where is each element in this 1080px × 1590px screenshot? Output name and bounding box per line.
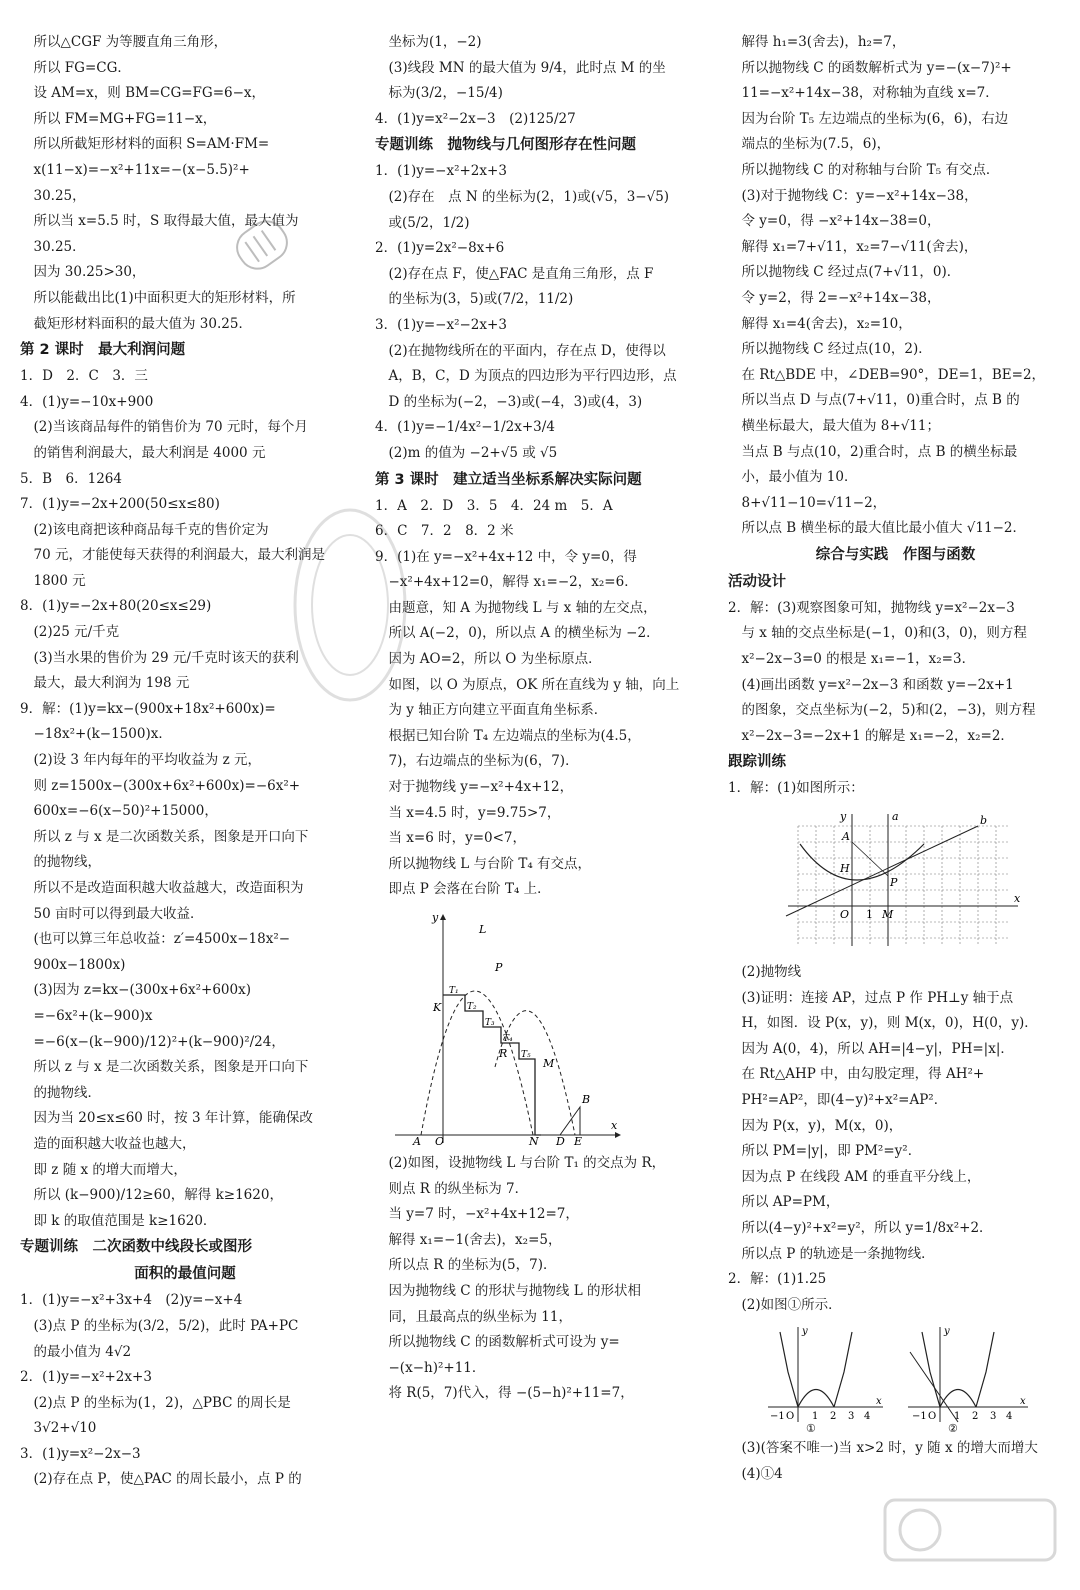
answer-line: 所以 FM=MG+FG=11−x， <box>20 110 217 127</box>
answer-line: 端点的坐标为(7.5，6)， <box>728 136 891 153</box>
answer-line: 5．B 6．1264 <box>20 470 122 487</box>
answer-line: 在 Rt△AHP 中，由勾股定理，得 AH²+ <box>728 1066 985 1083</box>
answer-line: 1．A 2．D 3．5 4．24 m 5．A <box>375 497 613 514</box>
answer-line: 解得 x₁=−1(舍去)，x₂=5， <box>375 1231 562 1248</box>
fig-label: 3 <box>848 1411 855 1423</box>
answer-line: 1．(1)y=−x²+2x+3 <box>375 163 507 180</box>
fig-label: M <box>543 1057 555 1070</box>
answer-line: 1．(1)y=−x²+3x+4 (2)y=−x+4 <box>20 1292 243 1309</box>
fig-label: x <box>1014 892 1021 906</box>
section-heading: 专题训练 抛物线与几何图形存在性问题 <box>375 137 636 154</box>
stamp-logo <box>222 205 302 289</box>
answer-line: 如图，以 O 为原点，OK 所在直线为 y 轴，向上 <box>375 676 680 693</box>
fig-label: 1 <box>866 908 873 922</box>
answer-line: 70 元，才能使每天获得的利润最大，最大利润是 <box>20 547 325 564</box>
answer-line: (3)点 P 的坐标为(3/2，5/2)，此时 PA+PC <box>20 1317 299 1334</box>
answer-line: x²−2x−3=0 的根是 x₁=−1，x₂=3． <box>728 651 976 668</box>
answer-line: 最大，最大利润为 198 元 <box>20 675 190 692</box>
grid-parabola-svg <box>778 806 1028 956</box>
answer-line: (3)对于抛物线 C：y=−x²+14x−38， <box>728 187 978 204</box>
site-logo <box>880 1490 1060 1574</box>
fig-label: y <box>944 1326 950 1338</box>
answer-line: (2)存在点 F，使△FAC 是直角三角形，点 F <box>375 265 654 282</box>
answer-line: 所以抛物线 C 经过点(10，2)． <box>728 341 932 358</box>
column-3-part-c <box>728 1436 1063 1487</box>
section-heading: 第 3 课时 建立适当坐标系解决实际问题 <box>375 471 642 488</box>
fig-label: P <box>890 876 898 890</box>
answer-line: 3．(1)y=−x²−2x+3 <box>375 316 507 333</box>
answer-line: 小，最小值为 10． <box>728 469 858 486</box>
answer-line: 因为 P(x，y)，M(x，0)， <box>728 1117 903 1134</box>
answer-line: 所以 A(−2，0)，所以点 A 的横坐标为 −2． <box>375 625 660 642</box>
fig-label: A <box>413 1135 421 1147</box>
answer-line: (2)m 的值为 −2+√5 或 √5 <box>375 444 558 461</box>
fig-label: P <box>495 961 503 974</box>
column-2-part-a <box>375 30 710 903</box>
section-heading: 综合与实践 作图与函数 <box>815 546 976 563</box>
fig-label: T₁ <box>449 986 459 996</box>
answer-line: 8．(1)y=−2x+80(20≤x≤29) <box>20 598 212 615</box>
fig-label: y <box>432 911 439 924</box>
answer-line: (2)如图，设抛物线 L 与台阶 T₁ 的交点为 R， <box>375 1155 666 1171</box>
answer-line: 所以抛物线 L 与台阶 T₄ 有交点， <box>375 855 592 872</box>
answer-line: −(x−h)²+11． <box>375 1359 486 1376</box>
answer-line: 所以点 B 横坐标的最大值比最小值大 √11−2． <box>728 520 1026 537</box>
answer-line: (3)当水果的售价为 29 元/千克时该天的获利 <box>20 649 299 666</box>
answer-line: 1．解：(1)如图所示： <box>728 780 864 797</box>
answer-line: (2)存在点 P，使△PAC 的周长最小，点 P 的 <box>20 1471 302 1488</box>
fig-label: R <box>499 1047 508 1060</box>
fig-label: B <box>582 1093 591 1106</box>
answer-line: 所以当 x=5.5 时，S 取得最大值，最大值为 <box>20 213 299 230</box>
fig-label: L <box>479 923 487 936</box>
answer-line: 所以当点 D 与点(7+√11，0)重合时，点 B 的 <box>728 392 1020 409</box>
fig-label: O <box>786 1411 795 1423</box>
answer-line: 7．(1)y=−2x+200(50≤x≤80) <box>20 496 220 513</box>
answer-line: 1．D 2．C 3．三 <box>20 368 148 385</box>
answer-line: 所以 (k−900)/12≥60，解得 k≥1620， <box>20 1187 283 1204</box>
answer-line: (2)抛物线 <box>728 964 802 981</box>
answer-line: 所以 FG=CG． <box>20 59 131 76</box>
answer-line: 因为 A(0，4)，所以 AH=|4−y|，PH=|x|． <box>728 1040 1014 1057</box>
fig-label: O <box>928 1411 937 1423</box>
answer-line: 600x=−6(x−50)²+15000， <box>20 803 218 820</box>
answer-line: 所以不是改造面积越大收益越大，改造面积为 <box>20 880 304 896</box>
answer-line: 因为点 P 在线段 AM 的垂直平分线上， <box>728 1168 981 1185</box>
answer-line: 所以(4−y)²+x²=y²，所以 y=1/8x²+2． <box>728 1219 993 1236</box>
column-3-part-a <box>728 30 1063 802</box>
fig-label: ① <box>806 1422 816 1433</box>
answer-line: 即 z 随 x 的增大而增大， <box>20 1161 187 1178</box>
answer-line: (4)①4 <box>728 1465 783 1482</box>
answer-line: 所以所截矩形材料的面积 S=AM·FM= <box>20 136 270 153</box>
answer-line: (2)存在 点 N 的坐标为(2，1)或(√5，3−√5) <box>375 188 670 205</box>
fig-label: D <box>556 1135 565 1147</box>
answer-line: (3)证明：连接 AP，过点 P 作 PH⊥y 轴于点 <box>728 989 1014 1006</box>
column-2-part-b <box>375 1151 710 1407</box>
answer-line: 30.25， <box>20 187 86 204</box>
fig-label: ② <box>948 1422 958 1433</box>
answer-line: 的图象，交点坐标为(−2，5)和(2，−3)，则方程 <box>728 702 1036 719</box>
answer-line: 同，且最高点的纵坐标为 11， <box>375 1308 572 1325</box>
fig-label: 4 <box>864 1411 871 1423</box>
answer-line: 3√2+√10 <box>20 1420 97 1437</box>
answer-line: 所以△CGF 为等腰直角三角形， <box>20 34 228 50</box>
fig-label: −1 <box>912 1411 927 1423</box>
fig-label: a <box>892 810 899 824</box>
answer-line: 所以 z 与 x 是二次函数关系，图象是开口向下 <box>20 1059 309 1076</box>
answer-line: 8+√11−10=√11−2， <box>728 494 887 511</box>
answer-line: 因为 AO=2，所以 O 为坐标原点． <box>375 651 602 668</box>
fig-label: O <box>435 1135 445 1147</box>
answer-line: 所以点 P 的轨迹是一条抛物线． <box>728 1245 935 1262</box>
fig-label: 2 <box>830 1411 837 1423</box>
answer-line: 的抛物线， <box>20 854 101 871</box>
answer-line: 当 x=4.5 时，y=9.75>7， <box>375 804 561 821</box>
answer-line: (2)设 3 年内每年的平均收益为 z 元， <box>20 752 261 769</box>
answer-line: 设 AM=x，则 BM=CG=FG=6−x， <box>20 85 266 102</box>
answer-line: 或(5/2，1/2) <box>375 214 470 231</box>
answer-line: −18x²+(k−1500)x． <box>20 726 172 743</box>
fig-label: y <box>802 1326 808 1338</box>
answer-line: −x²+4x+12=0，解得 x₁=−2，x₂=6． <box>375 574 638 591</box>
answer-line: 6．C 7．2 8．2 米 <box>375 523 514 540</box>
answer-line: 2．(1)y=−x²+2x+3 <box>20 1369 152 1386</box>
stairs-parabola-svg <box>375 907 625 1147</box>
fig-label: −1 <box>770 1411 785 1423</box>
answer-line: 的坐标为(3，5)或(7/2，11/2) <box>375 291 574 308</box>
answer-line: 造的面积越大收益也越大， <box>20 1135 196 1152</box>
answer-line: 所以 PM=|y|，即 PM²=y²． <box>728 1143 922 1160</box>
answer-column-3 <box>728 30 1063 1488</box>
answer-line: 因为抛物线 C 的形状与抛物线 L 的形状相 <box>375 1282 641 1299</box>
answer-line: (也可以算三年总收益：z′=4500x−18x²− <box>20 931 291 948</box>
answer-line: 标为(3/2，−15/4) <box>375 85 503 102</box>
answer-line: 所以能截出比(1)中面积更大的矩形材料，所 <box>20 289 296 306</box>
fig-label: x <box>1020 1396 1026 1408</box>
fig-label: H <box>840 862 850 876</box>
column-3-part-b <box>728 960 1063 1318</box>
answer-line: 则点 R 的纵坐标为 7． <box>375 1180 529 1197</box>
answer-line: 解得 x₁=7+√11，x₂=7−√11(舍去)， <box>728 238 978 255</box>
answer-line: 因为当 20≤x≤60 时，按 3 年计算，能确保改 <box>20 1110 313 1127</box>
fig-label: 1 <box>954 1411 961 1423</box>
answer-line: 即点 P 会落在台阶 T₄ 上． <box>375 881 551 898</box>
section-heading: 专题训练 二次函数中线段长或图形 <box>20 1239 252 1256</box>
fig-label: M <box>882 908 894 922</box>
section-heading: 第 2 课时 最大利润问题 <box>20 342 186 359</box>
answer-line: 7)，右边端点的坐标为(6，7)． <box>375 753 579 770</box>
answer-line: 所以点 R 的坐标为(5，7)． <box>375 1257 557 1274</box>
answer-line: 的销售利润最大，最大利润是 4000 元 <box>20 444 266 461</box>
answer-line: 解得 h₁=3(舍去)，h₂=7， <box>728 34 906 50</box>
answer-line: 9．解：(1)y=kx−(900x+18x²+600x)= <box>20 700 276 717</box>
answer-line: 当点 B 与点(10，2)重合时，点 B 的横坐标最 <box>728 443 1018 460</box>
answer-line: 30.25． <box>20 238 86 255</box>
answer-line: 横坐标最大，最大值为 8+√11； <box>728 417 940 434</box>
fig-label: T₅ <box>521 1050 531 1060</box>
answer-column-2 <box>375 30 710 1407</box>
answer-line: 坐标为(1，−2) <box>375 34 482 50</box>
answer-line: (2)当该商品每件的销售价为 70 元时，每个月 <box>20 419 308 436</box>
answer-line: 2．解：(1)1.25 <box>728 1271 827 1288</box>
fig-label: 2 <box>972 1411 979 1423</box>
answer-line: 截矩形材料面积的最大值为 30.25． <box>20 315 252 332</box>
answer-line: 令 y=0，得 −x²+14x−38=0， <box>728 213 941 230</box>
answer-line: (2)该电商把该种商品每千克的售价定为 <box>20 521 269 538</box>
answer-line: 9．(1)在 y=−x²+4x+12 中，令 y=0，得 <box>375 548 637 565</box>
answer-line: 3．(1)y=x²−2x−3 <box>20 1445 141 1462</box>
answer-line: H，如图．设 P(x，y)，则 M(x，0)，H(0，y)． <box>728 1015 1038 1032</box>
answer-line: 50 亩时可以得到最大收益． <box>20 905 204 922</box>
fig-label: O <box>840 908 850 922</box>
fig-label: T₂ <box>467 1002 477 1012</box>
fig-label: A <box>842 830 850 844</box>
fig-label: E <box>574 1135 583 1147</box>
answer-line: 由题意，知 A 为抛物线 L 与 x 轴的左交点， <box>375 599 657 616</box>
answer-line: 因为 30.25>30， <box>20 264 146 281</box>
answer-line: (3)线段 MN 的最大值为 9/4，此时点 M 的坐 <box>375 59 666 76</box>
answer-line: (3)(答案不唯一)当 x>2 时，y 随 x 的增大而增大 <box>728 1440 1038 1457</box>
answer-line: 所以抛物线 C 的对称轴与台阶 T₅ 有交点． <box>728 161 1000 178</box>
answer-line: 即 k 的取值范围是 k≥1620． <box>20 1212 217 1229</box>
fig-label: T₄ <box>503 1034 513 1044</box>
answer-line: 则 z=1500x−(300x+6x²+600x)=−6x²+ <box>20 777 301 794</box>
grid-parabola-figure <box>778 806 1063 956</box>
answer-line: PH²=AP²，即(4−y)²+x²=AP²． <box>728 1092 948 1108</box>
answer-line: 所以抛物线 C 的函数解析式为 y=−(x−7)²+ <box>728 59 1012 76</box>
answer-line: 解得 x₁=4(舍去)，x₂=10， <box>728 315 912 332</box>
answer-line: (2)在抛物线所在的平面内，存在点 D，使得以 <box>375 342 666 359</box>
answer-line: 1800 元 <box>20 572 86 589</box>
answer-line: (2)如图①所示． <box>728 1296 842 1313</box>
answer-line: 2．(1)y=2x²−8x+6 <box>375 240 505 257</box>
answer-line: =−6(x−(k−900)/12)²+(k−900)²/24， <box>20 1033 285 1050</box>
answer-line: 的抛物线． <box>20 1084 101 1101</box>
answer-line: 对于抛物线 y=−x²+4x+12， <box>375 779 574 796</box>
answer-line: 将 R(5，7)代入，得 −(5−h)²+11=7， <box>375 1385 634 1402</box>
answer-line: (3)因为 z=kx−(300x+6x²+600x) <box>20 982 251 999</box>
answer-line: 4．(1)y=−1/4x²−1/2x+3/4 <box>375 419 555 436</box>
section-heading: 跟踪训练 <box>728 754 786 771</box>
fig-label: T₃ <box>485 1018 495 1028</box>
answer-line: (2)点 P 的坐标为(1，2)，△PBC 的周长是 <box>20 1394 291 1411</box>
answer-line: 为 y 轴正方向建立平面直角坐标系． <box>375 702 608 719</box>
answer-line: x(11−x)=−x²+11x=−(x−5.5)²+ <box>20 161 250 178</box>
fig-label: K <box>433 1001 442 1014</box>
two-graph-figure <box>758 1322 1063 1432</box>
answer-line: 所以抛物线 C 的函数解析式可设为 y= <box>375 1334 620 1351</box>
graph-1 <box>768 1326 883 1432</box>
fig-label: 3 <box>990 1411 997 1423</box>
answer-line: 因为台阶 T₅ 左边端点的坐标为(6，6)，右边 <box>728 110 1009 127</box>
fig-label: x <box>611 1119 618 1132</box>
section-heading: 面积的最值问题 <box>134 1266 236 1283</box>
answer-line: 令 y=2，得 2=−x²+14x−38， <box>728 289 941 306</box>
answer-line: 的最小值为 4√2 <box>20 1343 132 1360</box>
answer-line: 在 Rt△BDE 中，∠DEB=90°，DE=1，BE=2， <box>728 366 1046 383</box>
answer-line: (2)25 元/千克 <box>20 624 120 641</box>
fig-label: b <box>980 814 988 828</box>
answer-line: A，B，C，D 为顶点的四边形为平行四边形，点 <box>375 368 677 385</box>
answer-line: 与 x 轴的交点坐标是(−1，0)和(3，0)，则方程 <box>728 625 1027 642</box>
answer-line: 所以 z 与 x 是二次函数关系，图象是开口向下 <box>20 828 309 845</box>
answer-line: 11=−x²+14x−38，对称轴为直线 x=7． <box>728 85 999 102</box>
answer-line: 当 x=6 时，y=0<7， <box>375 830 527 847</box>
fig-label: N <box>529 1135 539 1147</box>
answer-line: x²−2x−3=−2x+1 的解是 x₁=−2，x₂=2． <box>728 727 1014 744</box>
fig-label: x <box>876 1396 882 1408</box>
answer-line: 2．解：(3)观察图象可知，抛物线 y=x²−2x−3 <box>728 599 1015 616</box>
answer-line: =−6x²+(k−900)x <box>20 1007 153 1024</box>
answer-line: 4．(1)y=x²−2x−3 (2)125/27 <box>375 110 576 127</box>
answer-line: 所以抛物线 C 经过点(7+√11，0)． <box>728 264 961 281</box>
answer-line: 4．(1)y=−10x+900 <box>20 393 154 410</box>
stairs-parabola-figure <box>375 907 710 1147</box>
fig-label: 1 <box>812 1411 819 1423</box>
answer-line: 当 y=7 时，−x²+4x+12=7， <box>375 1206 579 1223</box>
graph-2 <box>908 1326 1028 1432</box>
answer-line: 根据已知台阶 T₄ 左边端点的坐标为(4.5， <box>375 727 641 744</box>
answer-line: (4)画出函数 y=x²−2x−3 和函数 y=−2x+1 <box>728 676 1014 693</box>
fig-label: y <box>840 810 847 824</box>
answer-line: D 的坐标为(−2，−3)或(−4，3)或(4，3) <box>375 393 643 410</box>
answer-line: 所以 AP=PM， <box>728 1194 840 1211</box>
fig-label: 4 <box>1006 1411 1013 1423</box>
answer-line: 900x−1800x) <box>20 956 126 973</box>
section-heading: 活动设计 <box>728 573 786 590</box>
watermark-logo <box>285 500 415 710</box>
two-graph-svg <box>758 1322 1038 1432</box>
